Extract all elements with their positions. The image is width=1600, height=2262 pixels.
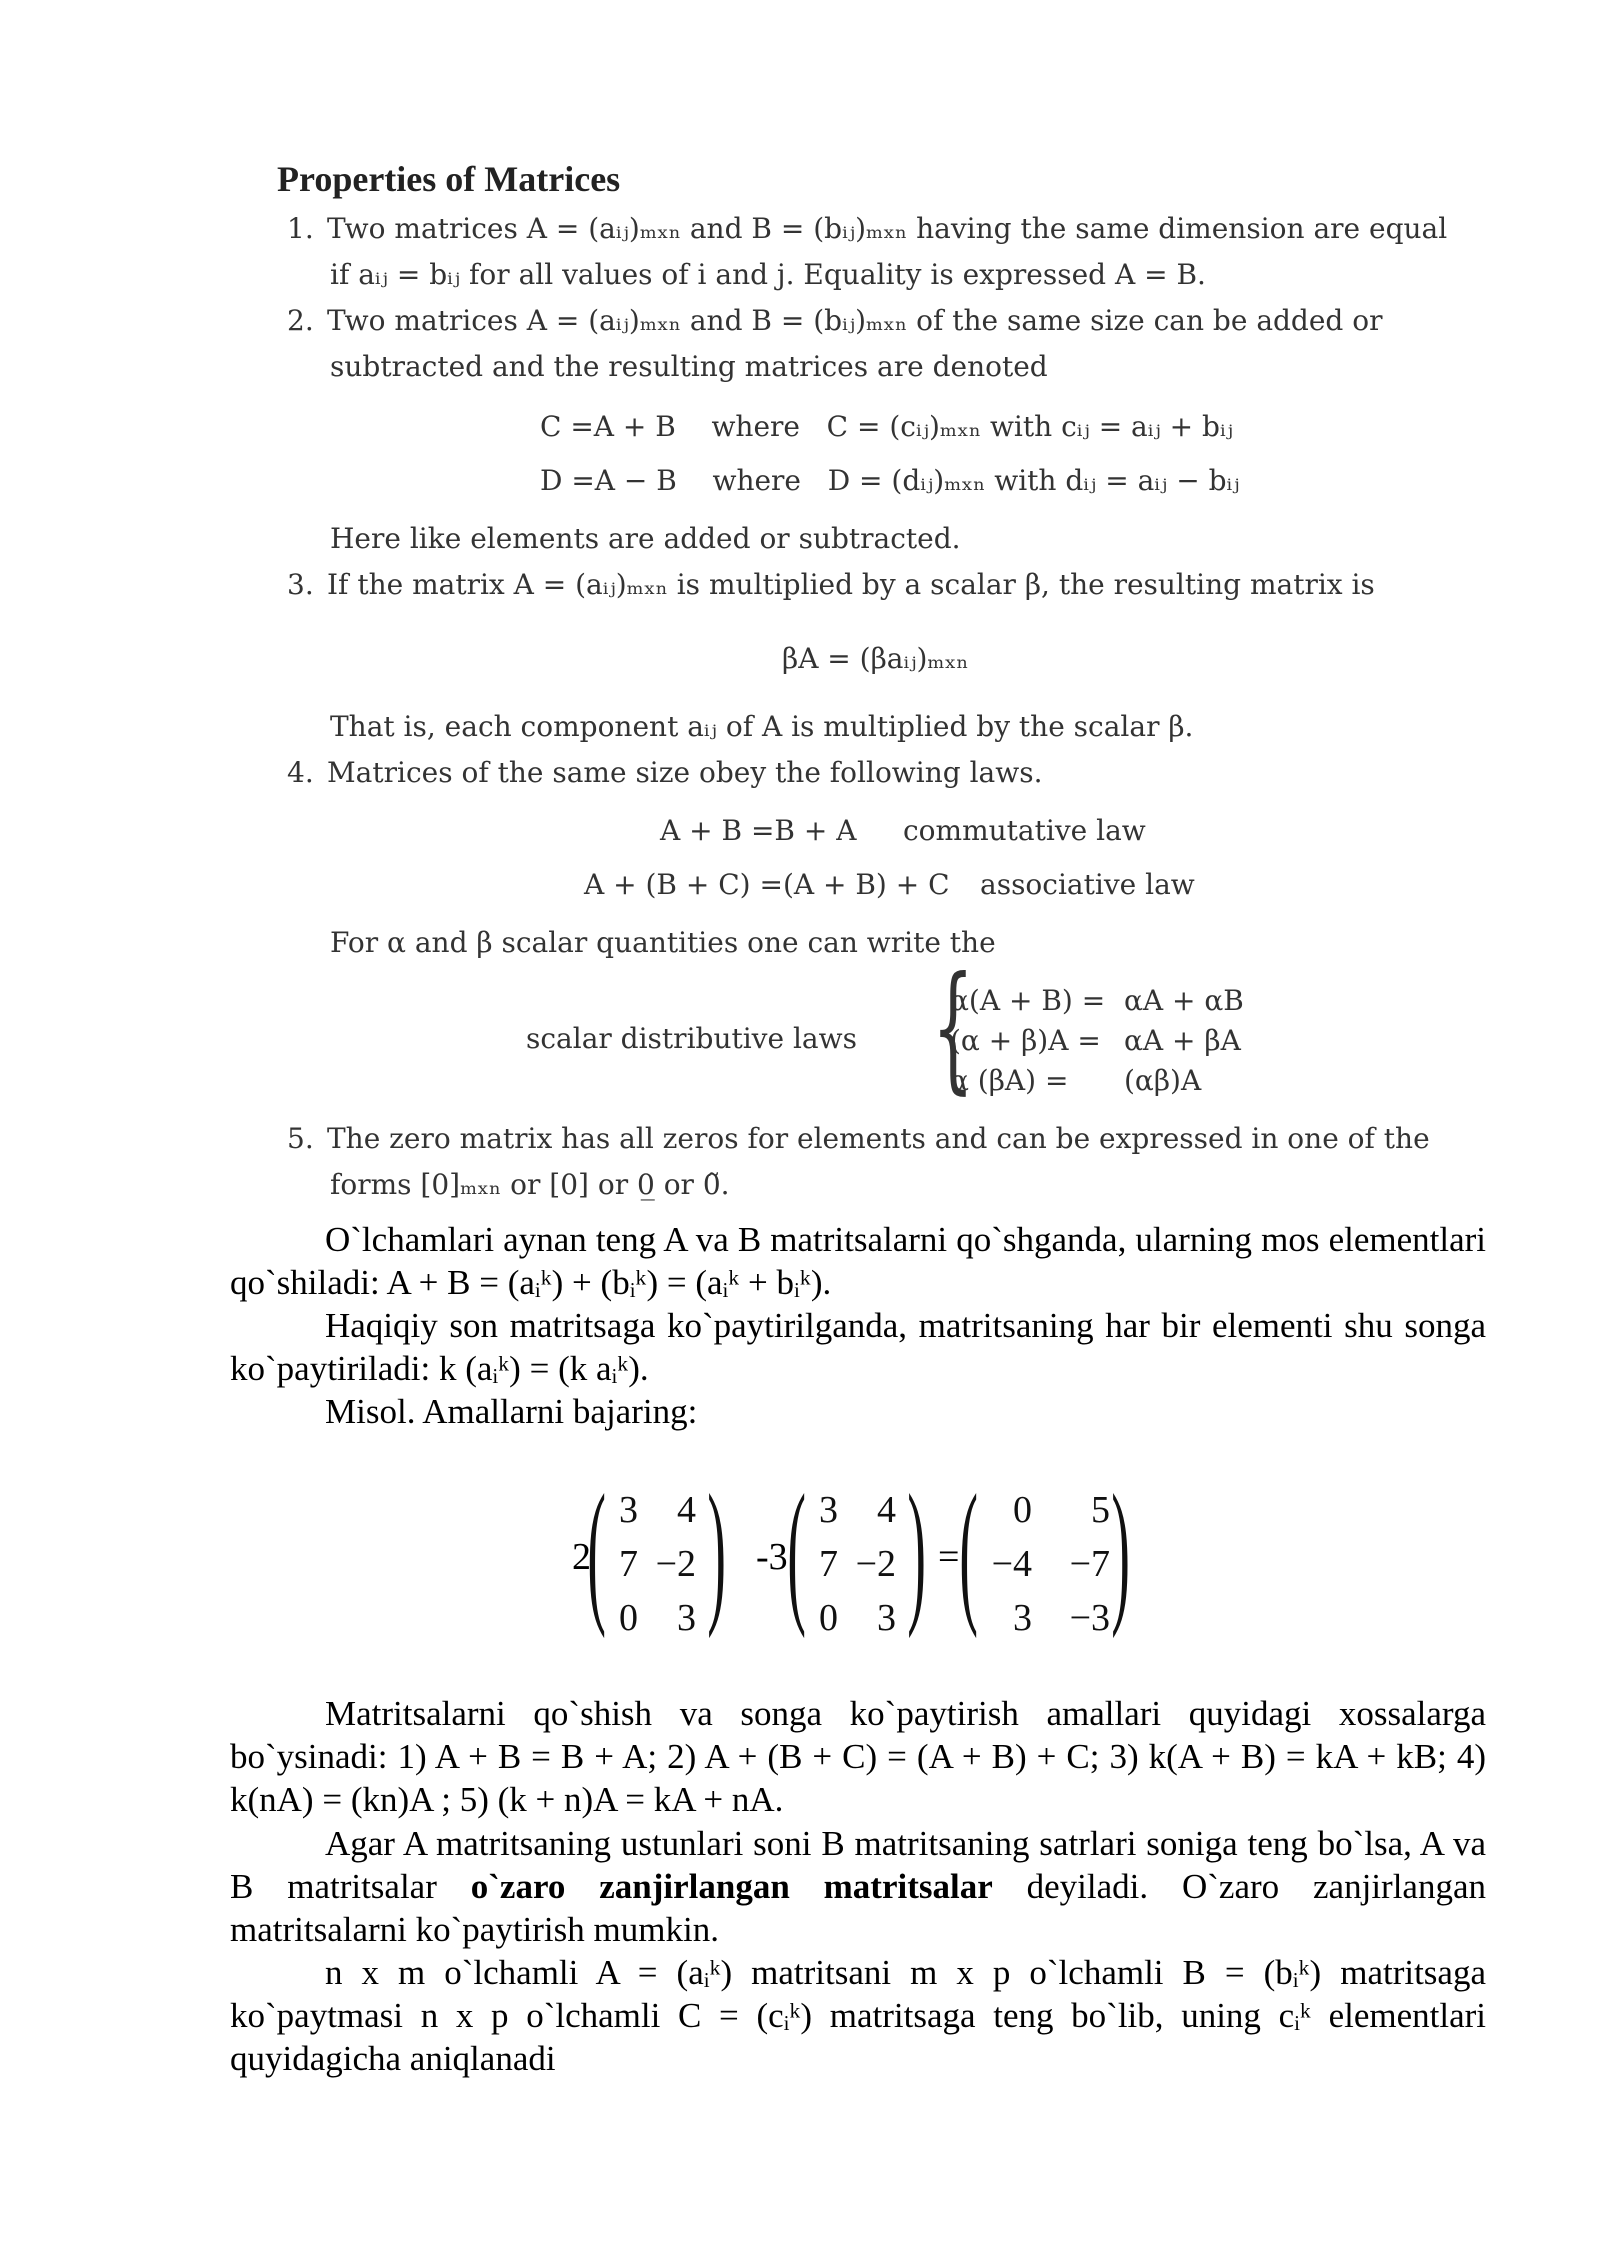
left-paren: (	[959, 1461, 978, 1639]
item-3-note: That is, each component aᵢⱼ of A is multiplied by the scalar β.	[330, 710, 1194, 743]
coefficient-2: 2	[572, 1536, 591, 1578]
item-2-line-1	[287, 304, 1383, 337]
item-2-note: Here like elements are added or subtracted.	[330, 522, 961, 555]
item-5-line-2: forms [0]ₘₓₙ or [0] or 0̲ or 0̃.	[330, 1168, 730, 1201]
matrix-cell: 0	[1013, 1489, 1032, 1531]
left-brace: {	[932, 947, 974, 1107]
matrix-cell: −4	[991, 1543, 1032, 1585]
matrix-cell: 0	[819, 1597, 838, 1639]
dist-law-1-left: α(A + B) =	[950, 984, 1106, 1017]
chained-text-1: Agar A matritsaning ustunlari soni B matritsaning satrlari soniga teng bo`lsa, A va B matritsalar	[230, 1824, 1486, 1906]
dist-law-2-right: αA + βA	[1124, 1024, 1241, 1057]
paragraph-example: Misol. Amallarni bajaring:	[325, 1392, 698, 1431]
equals-sign: =	[938, 1536, 960, 1578]
item-text: The zero matrix has all zeros for elements and can be expressed in one of the	[327, 1122, 1430, 1155]
law-commutative-name: commutative law	[903, 814, 1146, 847]
matrix-cell: −2	[855, 1543, 896, 1585]
item-3-line-1	[287, 568, 1375, 601]
coefficient-minus-3: -3	[756, 1536, 788, 1578]
item-1-line-1	[287, 212, 1447, 245]
right-paren: )	[907, 1461, 926, 1639]
paragraph-properties: Matritsalarni qo`shish va songa ko`paytirish amallari quyidagi xossalarga bo`ysinadi: 1) A + B = B + A; 2) A + (B + C) = (A + B) + C; 3) k(A + B) = kA + kB; 4) k(nA) = (kn)A ; 5) (k + n)A = kA + nA.	[230, 1694, 1486, 1819]
item-5-line-1	[287, 1122, 1430, 1155]
matrix-example	[560, 1461, 1160, 1660]
item-number: 3.	[287, 568, 314, 601]
left-paren: (	[787, 1461, 806, 1639]
equation-scalar: βA = (βaᵢⱼ)ₘₓₙ	[782, 642, 969, 675]
law-associative: A + (B + C) =(A + B) + C	[584, 868, 950, 901]
matrix-cell: 4	[677, 1489, 696, 1531]
item-text: Two matrices A = (aᵢⱼ)ₘₓₙ and B = (bᵢⱼ)ₘₓₙ having the same dimension are equal	[327, 212, 1448, 245]
right-paren: )	[1111, 1461, 1130, 1639]
matrix-1	[590, 1470, 700, 1660]
paragraph-addition: O`lchamlari aynan teng A va B matritsalarni qo`shganda, ularning mos elementlari qo`shiladi: A + B = (aᵢᵏ) + (bᵢᵏ) = (aᵢᵏ + bᵢᵏ).	[230, 1220, 1486, 1302]
matrix-cell: 4	[877, 1489, 896, 1531]
equation-difference: D =A − B where D = (dᵢⱼ)ₘₓₙ with dᵢⱼ = aᵢⱼ − bᵢⱼ	[540, 464, 1240, 497]
item-text: Matrices of the same size obey the following laws.	[327, 756, 1043, 789]
distributive-label: scalar distributive laws	[526, 1022, 857, 1055]
matrix-cell: 3	[619, 1489, 638, 1531]
dist-law-3-right: (αβ)A	[1124, 1064, 1202, 1097]
chained-text-2: deyiladi. O`zaro zanjirlangan matritsalarni ko`paytirish mumkin.	[230, 1867, 1486, 1949]
item-text: If the matrix A = (aᵢⱼ)ₘₓₙ is multiplied by a scalar β, the resulting matrix is	[327, 568, 1375, 601]
item-4-note: For α and β scalar quantities one can write the	[330, 926, 996, 959]
equation-sum: C =A + B where C = (cᵢⱼ)ₘₓₙ with cᵢⱼ = aᵢⱼ + bᵢⱼ	[540, 410, 1233, 443]
item-text: Two matrices A = (aᵢⱼ)ₘₓₙ and B = (bᵢⱼ)ₘₓₙ of the same size can be added or	[327, 304, 1383, 337]
item-number: 1.	[287, 212, 314, 245]
matrix-2	[790, 1470, 900, 1660]
matrix-cell: 3	[877, 1597, 896, 1639]
matrix-result	[964, 1470, 1114, 1660]
dist-law-1-right: αA + αB	[1124, 984, 1244, 1017]
item-4-line-1	[287, 756, 1042, 789]
law-associative-name: associative law	[980, 868, 1195, 901]
item-number: 2.	[287, 304, 314, 337]
item-number: 4.	[287, 756, 314, 789]
matrix-cell: 3	[1013, 1597, 1032, 1639]
section-title: Properties of Matrices	[277, 159, 621, 199]
dist-law-3-left: α (βA) =	[950, 1064, 1069, 1097]
item-1-line-2: if aᵢⱼ = bᵢⱼ for all values of i and j. Equality is expressed A = B.	[330, 258, 1206, 291]
law-commutative: A + B =B + A	[660, 814, 857, 847]
matrix-cell: 3	[819, 1489, 838, 1531]
matrix-cell: −7	[1069, 1543, 1110, 1585]
matrix-cell: −3	[1069, 1597, 1110, 1639]
matrix-cell: 0	[619, 1597, 638, 1639]
paragraph-scalar: Haqiqiy son matritsaga ko`paytirilganda, matritsaning har bir elementi shu songa ko`paytiriladi: k (aᵢᵏ) = (k aᵢᵏ).	[230, 1306, 1486, 1388]
right-paren: )	[707, 1461, 726, 1639]
matrix-cell: 5	[1091, 1489, 1110, 1531]
item-number: 5.	[287, 1122, 314, 1155]
chained-term: o`zaro zanjirlangan matritsalar	[470, 1867, 993, 1906]
matrix-cell: −2	[655, 1543, 696, 1585]
matrix-cell: 3	[677, 1597, 696, 1639]
left-paren: (	[587, 1461, 606, 1639]
paragraph-product: n x m o`lchamli A = (aᵢᵏ) matritsani m x p o`lchamli B = (bᵢᵏ) matritsaga ko`paytmasi n x p o`lchamli C = (cᵢᵏ) matritsaga teng bo`lib, uning cᵢᵏ elementlari quyidagicha aniqlanadi	[230, 1953, 1486, 2078]
matrix-cell: 7	[619, 1543, 638, 1585]
dist-law-2-left: (α + β)A =	[950, 1024, 1101, 1057]
matrix-cell: 7	[819, 1543, 838, 1585]
item-2-line-2: subtracted and the resulting matrices are denoted	[330, 350, 1048, 383]
paragraph-chained	[230, 1822, 1486, 1951]
